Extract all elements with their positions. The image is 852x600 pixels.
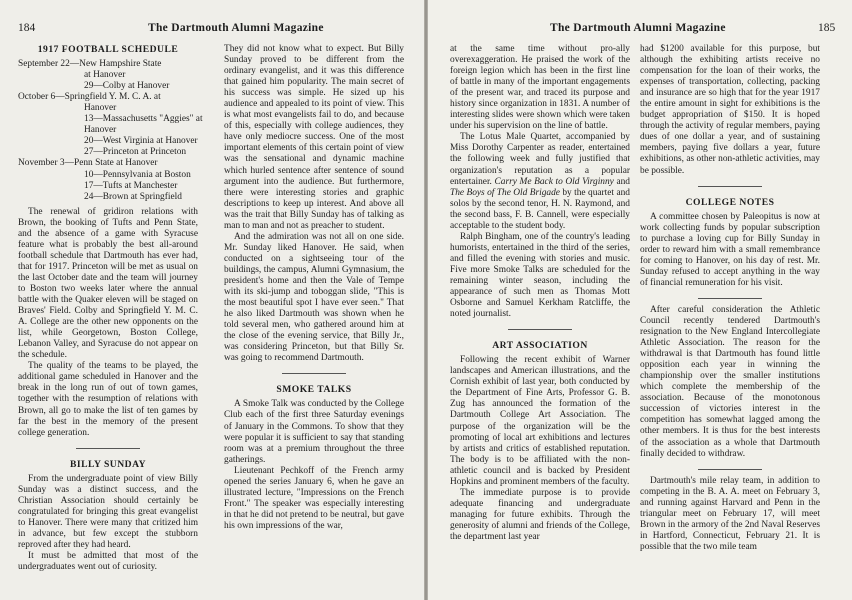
schedule-row: 24—Brown at Springfield bbox=[84, 191, 182, 202]
right-running-head: The Dartmouth Alumni Magazine bbox=[550, 22, 726, 34]
left-page-number: 184 bbox=[18, 22, 36, 34]
billy-sunday-heading: BILLY SUNDAY bbox=[69, 458, 147, 470]
billy-sunday-paragraph: It must be admitted that most of the undergraduates went out of curiosity. bbox=[18, 551, 198, 573]
college-notes-paragraph: A committee chosen by Paleopitus is now at work collecting funds by popular subscription to purchase a loving cup for Billy Sunday in order to reward him with a small remembrance for coming to Hanover, on his day of rest. Mr. Sunday refused to accept anything in the way of financial remuneration for his visit. bbox=[640, 211, 820, 288]
left-page bbox=[0, 0, 424, 600]
smoke-talks-paragraph: Ralph Bingham, one of the country's leading humorists, entertained in the third of the series, and filled the evening with stories and music. Five more Smoke Talks are scheduled for the remaining winter season, including the appearance of such men as Thomas Mott Osborne and Samuel Kerkham Ratcliffe, the noted journalist. bbox=[450, 231, 630, 320]
football-schedule-list bbox=[18, 59, 203, 203]
billy-sunday-paragraph: And the admiration was not all on one side. Mr. Sunday liked Hanover. He said, when conducted on a sightseeing tour of the buildings, the campus, Alumni Gymnasium, the president's home and then the Vale of Tempe with its ski-jump and toboggan slide, "This is the most beautiful spot I have ever seen." That he also liked Dartmouth was shown when he told several men, who gathered around him at the close of the evening service, that Billy Jr., was considering Princeton, but that Billy Sr. was going to recommend Dartmouth. bbox=[224, 231, 404, 364]
smoke-talks-paragraph: The Lotus Male Quartet, accompanied by Miss Dorothy Carpenter as reader, entertained the following week and fully justified that organization's reputation as a popular entertainer. Carry Me Back to Old Virginny and The Boys of The Old Brigade by the quartet and solos by the second tenor, H. N. Raymond, and the second bass, F. B. Cannell, were especially acceptable to the student body. bbox=[450, 132, 630, 231]
art-association-paragraph: had $1200 available for this purpose, but although the exhibiting artists receive no compensation for the loan of their works, the expenses of transportation, collecting, packing and insurance are so high that for the year 1917 the entire amount in sight for exhibitions is the budget appropriation of $150. It is hoped through the activity of regular members, paying dues of one dollar a year, and of sustaining members, paying five dollars a year, future exhibitions, as other non-athletic activities, may be possible. bbox=[640, 44, 820, 176]
schedule-row: 13—Massachusetts "Aggies" at bbox=[84, 114, 203, 125]
schedule-row: 10—Pennsylvania at Boston bbox=[84, 169, 191, 180]
section-rule bbox=[282, 373, 346, 374]
right-page bbox=[428, 0, 852, 600]
right-page-column-1 bbox=[450, 44, 630, 543]
section-rule bbox=[698, 469, 762, 470]
left-page-column-2 bbox=[224, 44, 404, 532]
schedule-row: 20—West Virginia at Hanover bbox=[84, 136, 198, 147]
schedule-row-cont: at Hanover bbox=[84, 70, 126, 81]
schedule-row: 17—Tufts at Manchester bbox=[84, 180, 178, 191]
art-association-paragraph: The immediate purpose is to provide adequate financing and undergraduate managing for future exhibits. Through the generosity of alumni and friends of the College, the department last year bbox=[450, 487, 630, 542]
left-running-head: The Dartmouth Alumni Magazine bbox=[148, 22, 324, 34]
schedule-row: November 3—Penn State at Hanover bbox=[18, 158, 158, 169]
art-association-heading: ART ASSOCIATION bbox=[492, 340, 588, 352]
section-rule bbox=[698, 186, 762, 187]
smoke-talks-paragraph: A Smoke Talk was conducted by the College Club each of the first three Saturday evenings of January in the Commons. To show that they were popular it is sufficient to say that standing room was at a premium throughout the three gatherings. bbox=[224, 399, 404, 465]
college-notes-heading: COLLEGE NOTES bbox=[685, 196, 775, 208]
smoke-talks-paragraph: at the same time without pro-ally overexaggeration. He praised the work of the foreign legion which has been in the first line of battle in many of the important engagements of the present war, and traced its purpose and history since organization in 1831. A number of interesting slides were shown which were taken under his supervision on the line of battle. bbox=[450, 44, 630, 132]
schedule-row: October 6—Springfield Y. M. C. A. at bbox=[18, 92, 161, 103]
smoke-talks-heading: SMOKE TALKS bbox=[276, 384, 352, 396]
right-page-column-2 bbox=[640, 44, 820, 553]
section-rule bbox=[76, 448, 140, 449]
section-rule bbox=[508, 329, 572, 330]
schedule-paragraph: The quality of the teams to be played, the additional game scheduled in Hanover and the break in the long run of out of town games, together with the resumption of relations with Brown, all go to make the list of ten games by far the best in the memory of the present college generation. bbox=[18, 361, 198, 438]
football-schedule-heading: 1917 FOOTBALL SCHEDULE bbox=[37, 44, 179, 55]
smoke-talks-paragraph: Lieutenant Pechkoff of the French army opened the series January 6, when he gave an illustrated lecture, "Impressions on the French Front." The speaker was especially interesting in that he did not pretend to be neutral, but gave his own impressions of the war, bbox=[224, 465, 404, 531]
right-page-number: 185 bbox=[818, 22, 836, 34]
song-title: Carry Me Back to Old Virginny bbox=[494, 176, 614, 187]
schedule-row-cont: Hanover bbox=[84, 125, 117, 136]
section-rule bbox=[698, 298, 762, 299]
billy-sunday-paragraph: They did not know what to expect. But Billy Sunday proved to be different from the ordinary evangelist, and it was this difference that gained him popularity. The main secret of his success was simple. He sized up his audience and appealed to its point of view. This is what most evangelists fail to do, and because of this, especially with college audiences, they have only mediocre success. One of the most important elements of this certain point of view was the sensational and dynamic machine which hurled sentence after sentence of sound argument into the audience. But furthermore, there were interesting stories and graphic descriptions to keep up interest. And above all was the trait that Billy Sunday has of talking as man to man and not as preacher to student. bbox=[224, 44, 404, 231]
left-page-column-1 bbox=[18, 44, 203, 573]
schedule-row: September 22—New Hampshire State bbox=[18, 59, 162, 70]
schedule-row: 27—Princeton at Princeton bbox=[84, 147, 187, 158]
schedule-row-cont: Hanover bbox=[84, 103, 117, 114]
college-notes-paragraph: Dartmouth's mile relay team, in addition to competing in the B. A. A. meet on February 3, and running against Harvard and Penn in the triangular meet on February 17, will meet Brown in the armory of the 2nd Naval Reserves in Hartford, Connecticut, February 21. It is possible that the two mile team bbox=[640, 475, 820, 552]
song-title: The Boys of The Old Brigade bbox=[450, 187, 560, 198]
schedule-paragraph: The renewal of gridiron relations with Brown, the booking of Tufts and Penn State, and the absence of a game with Syracuse feature what is probably the best all-around football schedule that Dartmouth has ever had, that for 1917. Princeton will be met as usual on the last October date and the team will journey to Boston two weeks later where the annual battle with the Quaker eleven will be staged on Braves' Field. Colby and Springfield Y. M. C. A. College are the other new opponents on the list, while Georgetown, Boston College, Lebanon Valley, and Syracuse do not appear on the schedule. bbox=[18, 206, 198, 361]
art-association-paragraph: Following the recent exhibit of Warner landscapes and American illustrations, and the Cornish exhibit of last year, both conducted by the Department of Fine Arts, Professor G. B. Zug has announced the formation of the Dartmouth College Art Association. The purpose of the organization will be the promoting of local art exhibitions and lectures by artists and critics of established reputation. The body is to be affiliated with the non-athletic council and is backed by President Hopkins and prominent members of the faculty. bbox=[450, 355, 630, 487]
billy-sunday-paragraph: From the undergraduate point of view Billy Sunday was a distinct success, and the Christian Association should certainly be congratulated for bringing this great evangelist to Hanover. There were many that critized him in advance, but few except the stubborn reproved after they had heard. bbox=[18, 473, 198, 550]
college-notes-paragraph: After careful consideration the Athletic Council recently tendered Dartmouth's resignation to the New England Intercollegiate Athletic Association. The reason for the withdrawal is that Dartmouth has found little opposition each year in winning the championship over the smaller institutions which complete the membership of the association. Because of the monotonous succession of victories interest in the competition has somewhat lagged among the other members. It is thus for the best interests of the association as a whole that Dartmouth finally decided to withdraw. bbox=[640, 304, 820, 459]
schedule-row: 29—Colby at Hanover bbox=[84, 81, 170, 92]
